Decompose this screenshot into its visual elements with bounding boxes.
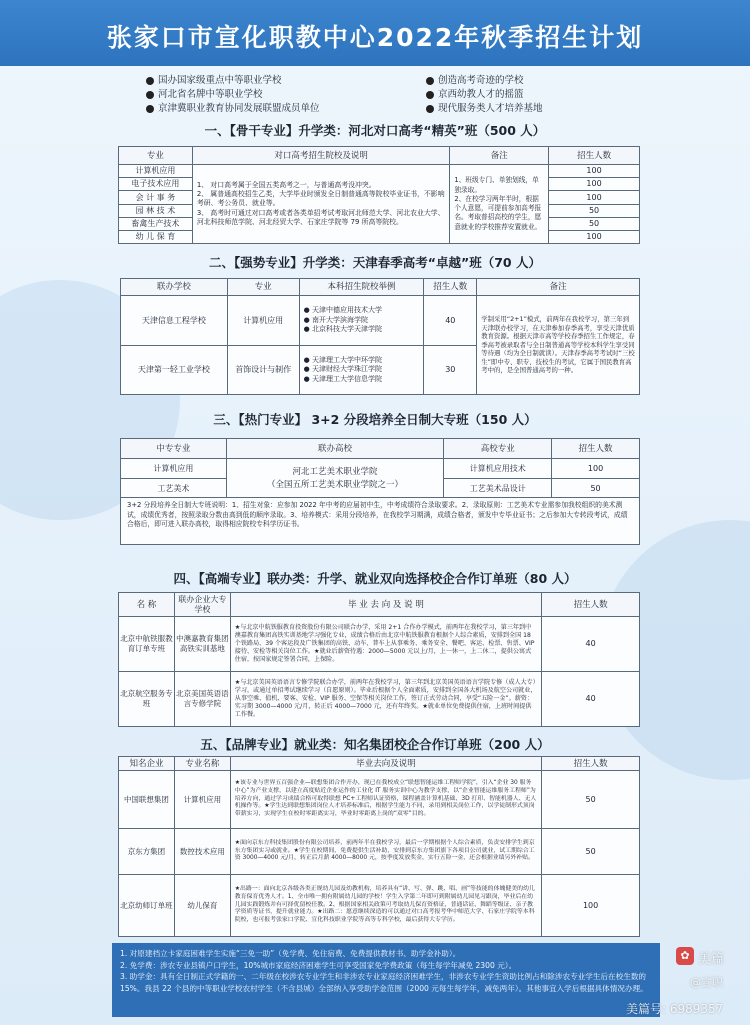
- enroll-count: 50: [549, 217, 640, 230]
- col-header: 招生人数: [542, 757, 640, 771]
- partner-org: 北京美国英语语言专修学院: [174, 672, 230, 727]
- major-name: 会 计 事 务: [119, 191, 193, 204]
- major-name: 计算机应用: [121, 459, 227, 479]
- program-description: ★与北京美国英语语言专修学院联合办学，前两年在我校学习，第三年到北京美国英语语言学院专修（成人大专）学习，或通过单招考试继续学习（自愿原则）。毕业后根据个人全面素质，安排到全国各大机场及航空公司就业，从事空乘、值机、要客、安检、VIP 服务、空保等相关岗位工作，签订正式劳动合同，享受“五险一金”。薪资：实习期 3000—4000 元/月，转正后 4000—7000 元，还有年终奖。★就业单位免费提供住宿，上班时间提供工作餐。: [230, 672, 541, 727]
- section-3-heading: 三、【热门专业】 3+2 分段培养全日制大专班（150 人）: [213, 412, 537, 427]
- col-header: 招生人数: [549, 147, 640, 165]
- college-major: 计算机应用技术: [444, 459, 552, 479]
- col-header: 联办企业大专学校: [174, 593, 230, 617]
- partner-school: 天津第一轻工业学校: [121, 346, 228, 395]
- feature-bullet: [426, 74, 626, 88]
- feature-bullet: [426, 102, 626, 116]
- enroll-count: 40: [542, 617, 640, 672]
- watermark-brand: 美篇: [698, 952, 725, 967]
- college-note: （全国五所工艺美术职业学院之一）: [267, 479, 404, 490]
- section-5-heading: 五、【品牌专业】就业类：知名集团校企合作订单班（200 人）: [200, 737, 550, 752]
- section-1-description: 1、 对口高考属于全国五类高考之一，与普通高考没冲突。 2、 属普通高校招生乙类，大学毕业时颁发全日制普通高等院校毕业证书，不影响考研、考公务员、就业等。 3、 高考时可通过对口高考或者各类单招考试考取河北师范大学、河北农业大学、河北科技师范学院、河北经贸大学、石家庄学院等 79 所高等院校。: [192, 165, 449, 244]
- col-header: 专业名称: [174, 757, 230, 771]
- meipian-logo-icon: ✿: [676, 947, 694, 965]
- major-name: 电子技术应用: [119, 178, 193, 191]
- col-header: 招生人数: [424, 279, 477, 296]
- list-item: ● 天津理工大学信息学院: [303, 374, 382, 383]
- enroll-count: 100: [552, 459, 640, 479]
- enroll-count: 100: [549, 178, 640, 191]
- program-description: ★面向京东方科技集团股份有限公司培养，前两年半在我校学习，最后一学期根据个人综合素质，负责安排学生到京东方集团实习或就业。★学生在校期间，免费提供生活补助，安排到京东方集团旗下各项目公司就业，试工期综合工资 3000—4000 元/月，转正后月薪 4000—8000 元，按季度发放奖金，实行五险一金，还会根据业绩另外补贴。: [230, 829, 541, 875]
- feature-bullet: [146, 102, 416, 116]
- section-3-note: 3+2 分段培养全日制大专班说明：1、招生对象：应参加 2022 年中考的应届初中生，中考成绩符合录取要求。2、录取原则：工艺美术专业需参加我校组织的美术测试，成绩优秀者，按照录取分数由高到低的顺序录取。3、培养模式：采用分段培养，在我校学习期满，成绩合格者，颁发中专毕业证书；之后参加大专转段考试，成绩合格后，即可进入联办高校，取得相应院校专科学历证书。: [120, 497, 640, 545]
- col-header: 高校专业: [444, 439, 552, 459]
- section-2-heading: 二、【强势专业】升学类：天津春季高考“卓越”班（70 人）: [209, 255, 541, 270]
- enroll-count: 50: [549, 204, 640, 217]
- college-name: 河北工艺美术职业学院: [292, 466, 378, 477]
- enroll-count: 40: [424, 296, 477, 346]
- major-name: 计算机应用: [119, 165, 193, 178]
- section-1-heading: 一、【骨干专业】升学类：河北对口高考“精英”班（500 人）: [204, 123, 546, 138]
- program-description: ★与北京中航铁服教育投资股份有限公司联合办学，采用 2+1 合作办学模式，前两年在我校学习，第三年到中澳嘉教育集团高铁实训基地学习强化专业，成绩合格后由北京中航铁服教育根据个人综合素质，安排到全国 18 个铁路局、39 个客运段及广铁集团的高铁、动车、普车上从事乘务、乘务安全、餐吧、客运、检票、售票、VIP 接待、安检等相关岗位工作。★就业后薪资待遇：2000—5000 元以上/月，上一休一，上二休二，提供公寓式住宿，按国家规定签署合同，上保险。: [230, 617, 541, 672]
- enroll-count: 50: [552, 479, 640, 499]
- feature-bullet: [426, 88, 626, 102]
- bullet-text: 京西幼教人才的摇篮: [438, 89, 524, 100]
- section-2-table: [120, 278, 640, 395]
- col-header: 联办高校: [226, 439, 444, 459]
- company-name: 北京幼师订单班: [119, 875, 175, 937]
- table-row: [119, 617, 640, 672]
- watermark-id: 美篇号: 6989357: [626, 1002, 724, 1016]
- bullet-dot-icon: [146, 105, 154, 113]
- bullet-text: 国办国家级重点中等职业学校: [158, 75, 282, 86]
- university-list: [299, 296, 424, 346]
- partner-org: 中澳嘉教育集团高铁实训基地: [174, 617, 230, 672]
- enroll-count: 100: [549, 191, 640, 204]
- policy-line: 3. 助学金：具有全日制正式学籍的一、二年级在校涉农专业学生和非涉农专业家庭经济困难学生，非涉农专业学生资助比例占和除涉农专业学生后在校生数的 15%。我县 22 个县的中等职业学校农村学生（不含县城）全部纳入享受助学金范围（2000 元每生每学年，减免两年）。其他事宜入学后根据具体情况办理。: [120, 972, 648, 993]
- col-header: 本科招生院校举例: [299, 279, 424, 296]
- enroll-count: 100: [542, 875, 640, 937]
- section-4-table: [118, 592, 640, 727]
- policy-footer: [112, 943, 660, 1017]
- watermark-author: @宣职: [690, 976, 723, 989]
- program-name: 北京航空服务专班: [119, 672, 175, 727]
- major-name: 畜禽生产技术: [119, 217, 193, 230]
- section-3-table: [120, 438, 640, 499]
- policy-line: 2. 免学费：涉农专业县镇户口学生，10%城市家庭经济困难学生可享受国家免学费政策（每生每学年减免 2300 元）。: [120, 960, 517, 970]
- company-name: 中国联想集团: [119, 771, 175, 829]
- table-row: [119, 771, 640, 829]
- col-header: 专业: [119, 147, 193, 165]
- section-2-note: 学制采用“2+1”模式，前两年在我校学习，第三年到天津联办校学习，在天津参加春季高考，享受天津优质教育资源。根据天津市高等学校春季招生工作规定，春季高考被录取者与全日制普通高等学校本科学生享受同等待遇（均为全日制就读）。天津春季高考考试时“三校生”即中专、职专、技校生的考试，它属于国民教育高考中的，是全国普通高考的一种。: [477, 296, 640, 395]
- bullet-dot-icon: [146, 77, 154, 85]
- col-header: 联办学校: [121, 279, 228, 296]
- college-major: 工艺美术品设计: [444, 479, 552, 499]
- table-row: [119, 829, 640, 875]
- bullet-dot-icon: [426, 77, 434, 85]
- program-description: ★该专业与世界五百强企业—联想集团合作开办，现已在我校成立“联想智能运维工程师学院”，引入“企业 30 服务中心”为产业支撑，以建立高度贴近企业运作的工业化 IT 服务实训中心为教学支撑，以“企业智能运维服务工程师”为培养方向，通过学习成绩合格可取得联想 PC+工程师认证资格，课程涵盖计算机基础、3D 打印、智能机器人、无人机操作等。★学生达到联想集团岗位人才培养标准后，根据学生能力不同，录用到相关岗位工作，以学徒制形式顶岗带薪实习，实现学生在校时零距离实习，毕业时零距离上岗的“双零”目的。: [230, 771, 541, 829]
- col-header: 名 称: [119, 593, 175, 617]
- section-5-table: [118, 756, 640, 937]
- policy-line: 1. 对原建档立卡家庭困难学生实施“三免一助”（免学费、免住宿费、免费提供教材书、助学金补助）。: [120, 949, 461, 958]
- partner-school: 天津信息工程学校: [121, 296, 228, 346]
- col-header: 备注: [450, 147, 549, 165]
- col-header: 备注: [477, 279, 640, 296]
- bullet-text: 河北省名牌中等职业学校: [158, 89, 263, 100]
- major-name: 园 林 技 术: [119, 204, 193, 217]
- enroll-count: 50: [542, 771, 640, 829]
- enroll-count: 100: [549, 230, 640, 243]
- major-name: 幼 儿 保 育: [119, 230, 193, 243]
- program-description: ★出路一：面向北京各级各类正规幼儿园及幼教机构，培养具有“讲、写、弹、跳、唱、画”等技能的体魄健美的幼儿教育保育优秀人才。1、全市唯一拥有附属幼儿园的学校！学生入学第二年即可到附属幼儿园见习跟岗，毕业后在幼儿园实践锻炼并有可择优留校任教。2、根据国家相关政策可考取幼儿保育资格证，普通话证、舞蹈等级证、亲子教学资质等证书，提升就业能力。★出路二：愿意继续深造的可以通过对口高考报考华中师范大学、石家庄学院等本科院校，也可报考张家口学院、宣化科技职业学院等高等专科学校，最后获得大专学历。: [230, 875, 541, 937]
- list-item: ● 南开大学滨海学院: [303, 315, 368, 324]
- partner-college: [226, 459, 444, 499]
- col-header: 毕业去向及说明: [230, 757, 541, 771]
- feature-bullet: [146, 88, 416, 102]
- table-row: [119, 165, 640, 178]
- major-name: 计算机应用: [227, 296, 299, 346]
- major-name: 数控技术应用: [174, 829, 230, 875]
- bullet-dot-icon: [146, 91, 154, 99]
- page-title: 张家口市宣化职教中心2022年秋季招生计划: [106, 23, 644, 52]
- col-header: 对口高考招生院校及说明: [192, 147, 449, 165]
- major-name: 幼儿保育: [174, 875, 230, 937]
- bullet-dot-icon: [426, 105, 434, 113]
- section-1-note: 1、班级专门、单独划线，单独录取。 2、在校学习两年半时，根据个人意愿，可提前参加高考报名。考取普招高校的学生，愿意就业的学校推荐安置就业。: [450, 165, 549, 244]
- feature-bullet: [146, 74, 416, 88]
- table-row: [119, 672, 640, 727]
- col-header: 中专专业: [121, 439, 227, 459]
- enroll-count: 30: [424, 346, 477, 395]
- major-name: 工艺美术: [121, 479, 227, 499]
- bullet-text: 京津冀职业教育协同发展联盟成员单位: [158, 103, 320, 114]
- col-header: 招生人数: [542, 593, 640, 617]
- section-4-heading: 四、【高端专业】联办类：升学、就业双向选择校企合作订单班（80 人）: [173, 571, 577, 586]
- col-header: 毕 业 去 向 及 说 明: [230, 593, 541, 617]
- col-header: 专业: [227, 279, 299, 296]
- bullet-dot-icon: [426, 91, 434, 99]
- enroll-count: 100: [549, 165, 640, 178]
- program-name: 北京中航铁服教育订单专班: [119, 617, 175, 672]
- list-item: ● 天津理工大学中环学院: [303, 355, 382, 364]
- section-1-table: [118, 146, 640, 244]
- major-name: 计算机应用: [174, 771, 230, 829]
- col-header: 招生人数: [552, 439, 640, 459]
- table-row: [119, 875, 640, 937]
- list-item: ● 天津中德应用技术大学: [303, 306, 382, 315]
- list-item: ● 天津财经大学珠江学院: [303, 365, 382, 374]
- enroll-count: 40: [542, 672, 640, 727]
- enroll-count: 50: [542, 829, 640, 875]
- bullet-text: 创造高考奇迹的学校: [438, 75, 524, 86]
- university-list: [299, 346, 424, 395]
- col-header: 知名企业: [119, 757, 175, 771]
- major-name: 首饰设计与制作: [227, 346, 299, 395]
- list-item: ● 北京科技大学天津学院: [303, 325, 382, 334]
- company-name: 京东方集团: [119, 829, 175, 875]
- bullet-text: 现代服务类人才培养基地: [438, 103, 543, 114]
